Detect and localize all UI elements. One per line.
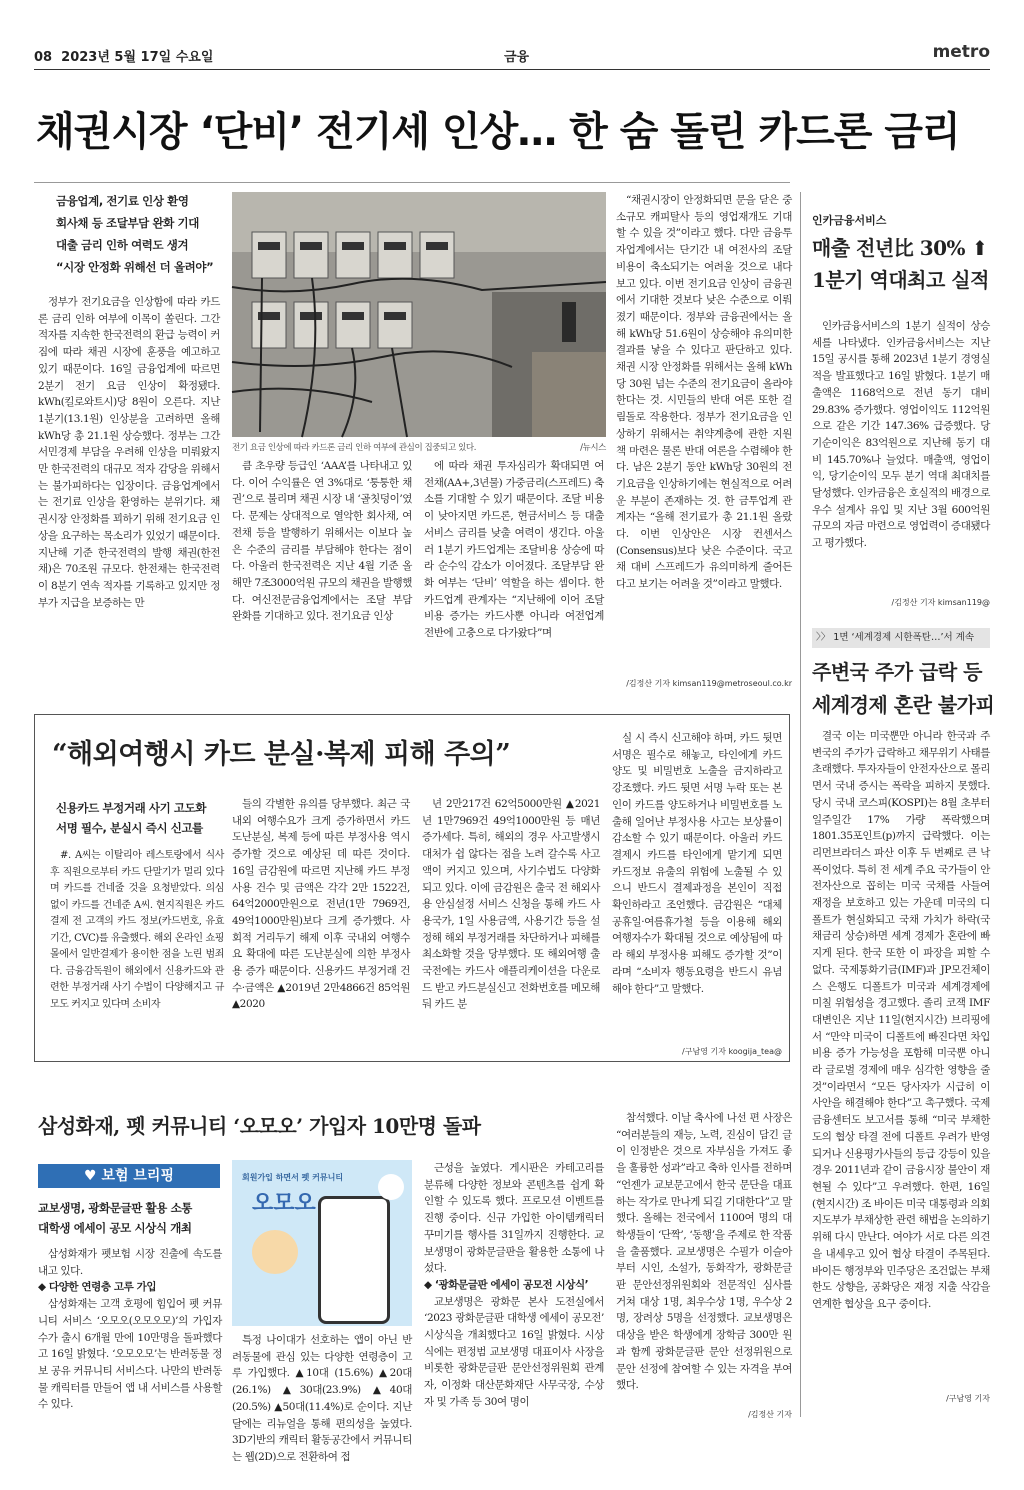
side1-body: 인카금융서비스의 1분기 실적이 상승세를 나타냈다. 인카금융서비스는 지난 15일 공시를 통해 2023년 1분기 경영실적을 발표했다고 16일 밝혔다. 1분기 매출액은 1168억으로 전년 동기 대비 29.83% 증가했다. 영업이익도 112억원으로 같은 기간 147.36% 급증했다. 당기순이익은 83억원으로 지난해 동기 대비 145.70%나 늘었다. 매출액, 영업이익, 당기순이익 모두 분기 역대 최대치를 달성했다. 인카금융은 호실적의 배경으로 우수 설계사 유입 및 지난 3월 600억원 규모의 자금 마련으로 영업력이 증대됐다고 평가했다. bbox=[812, 320, 990, 550]
bubble-tag bbox=[378, 1174, 404, 1200]
page-header bbox=[34, 40, 990, 70]
card-col3: 년 2만217건 62억5000만원 ▲2021년 1만7969건 49억1000만원 등 매년 증가세다. 특히, 해외의 경우 사고발생시 대처가 쉽 않다는 점을 노려 갈수록 사고액이 커지고 있으며, 사기수법도 다양화되고 있다. 이에 금감원은 출국 전 해외사용 안심설정 서비스 신청을 통해 카드 사용국가, 1일 사용금액, 사용기간 등을 설정해 해외 부정거래를 차단하거나 피해를 최소화할 것을 당부했다. 또 해외여행 출국전에는 카드사 애플리케이션을 다운로드 받고 카드분실신고 전화번호를 메모해둬 카드 분 bbox=[422, 798, 600, 1011]
insurance-briefing-badge: ♥ 보험 브리핑 bbox=[38, 1164, 220, 1188]
main-headline: 채권시장 ‘단비’ 전기세 인상… 한 숨 돌린 카드론 금리 bbox=[36, 109, 960, 155]
main-byline: /김정산 기자 kimsan119@metroseoul.co.kr bbox=[626, 679, 792, 688]
main-article-col3: 에 따라 채권 투자심리가 확대되면 여전채(AA+,3년물) 가중금리(스프레드) 축소를 기대할 수 있기 때문이다. 조달 비용이 낮아지면 카드론, 현금서비스 등 대출 서비스 금리를 낮출 여력이 생긴다. 아울러 1분기 카드업계는 조달비용 상승에 따라 순수익 감소가 이어졌다. 조달부담 완화 여부는 ‘단비’ 역할을 하는 셈이다. 한 카드업계 관계자는 “지난해에 이어 조달 비용 증가는 카드사뿐 아니라 여전업계 전반에 고충으로 다가왔다”며 bbox=[424, 460, 604, 640]
side2-title: 주변국 주가 급락 등 세계경제 혼란 불가피 bbox=[812, 660, 995, 717]
page-date: 08 2023년 5월 17일 수요일 bbox=[34, 50, 214, 65]
pet-subheads: 교보생명, 광화문글판 활용 소통 대학생 에세이 공모 시상식 개최 bbox=[38, 1201, 192, 1235]
side1-company: 인카금융서비스 bbox=[812, 214, 887, 227]
card-byline: /구남영 기자 koogija_tea@ bbox=[682, 1047, 782, 1056]
main-article-col4: “채권시장이 안정화되면 문을 닫은 중소규모 캐피탈사 등의 영업재개도 기대할 수 있을 것”이라고 했다. 다만 금융투자업계에서는 단기간 내 여전사의 조달 비용이 축소되기는 여려울 것으로 내다보고 있다. 이번 전기요금 인상이 금융권에서 기대한 것보다 낮은 수준으로 이뤄졌기 때문이다. 정부와 금융권에서는 올해 kWh당 51.6원이 상승해야 유의미한 결과를 낳을 수 있다고 판단하고 있다. 채권 시장 안정화를 위해서는 올해 kWh당 30원 넘는 수준의 전기요금이 올라야 한다는 것. 시민들의 반대 여론 또한 걸림돌로 작용한다. 정부가 전기요금을 인상하기 위해서는 취약계층에 관한 지원책 마련은 물론 반대 여론을 수렴해야 한다. 남은 2분기 동안 kWh당 30원의 전기요금을 인상하기에는 현실적으로 어려운 부분이 존재하는 것. 한 금투업계 관계자는 “올해 전기료가 총 21.1원 올랐다. 이번 인상안은 시장 컨센서스(Consensus)보다 낮은 수준이다. 국고채 대비 스프레드가 유의미하게 줄어든다고 보기는 어려울 것”이라고 말했다. bbox=[616, 194, 792, 591]
pet-col2: 특정 나이대가 선호하는 앱이 아닌 반려동물에 관심 있는 다양한 연령층이 고루 가입했다. ▲10대 (15.6%) ▲20대 (26.1%) ▲30대(23.9%) ▲40대 (20.5%) ▲50대(11.4%)로 순이다. 지난달에는 리뉴얼을 통해 편의성을 높였다. 3D기반의 캐릭터 활동공간에서 커뮤니티는 웹(2D)으로 전환하여 접 bbox=[232, 1334, 412, 1463]
pet-col1-subhead: ◆ 다양한 연령층 고루 가입 bbox=[38, 1281, 157, 1294]
card-col4: 실 시 즉시 신고해야 하며, 카드 뒷면 서명은 필수로 해놓고, 타인에게 카드 양도 및 비밀번호 노출을 금지하라고 강조했다. 카드 뒷면 서명 누락 또는 본인이 카드를 양도하거나 비밀번호를 노출해 일어난 부정사용 사고는 보상률이 감소할 수 있기 때문이다. 아울러 카드 결제시 카드를 타인에게 맡기게 되면 카드정보 유출의 위험에 노출될 수 있으니 반드시 결제과정을 본인이 직접 확인하라고 조언했다. 금감원은 “대체공휴일·여름휴가철 등을 이용해 해외 여행자수가 확대될 것으로 예상됨에 따라 해외 부정사용 피해도 증가할 것”이라며 “소비자 행동요령을 반드시 유념해야 한다”고 말했다. bbox=[612, 732, 782, 995]
pet-col3-subhead: ◆ ‘광화문글판 에세이 공모전 시상식’ bbox=[424, 1278, 589, 1291]
main-subheads: 금융업계, 전기료 인상 환영 회사채 등 조달부담 완화 기대 대출 금리 인하 여력도 생겨 “시장 안정화 위해선 더 올려야” bbox=[56, 194, 214, 274]
pet-col1: 삼성화재가 펫보험 시장 진출에 속도를 내고 있다. ◆ 다양한 연령층 고루 가입 삼성화재는 고객 호평에 힘입어 펫 커뮤니티 서비스 ‘오모오(오모오모)’의 가입자 수가 출시 6개월 만에 10만명을 돌파했다고 16일 밝혔다. ‘오모오모’는 반려동물 정보 공유 커뮤니티 서비스다. 나만의 반려동물 캐릭터를 만들어 앱 내 서비스를 사용할 수 있다. bbox=[38, 1248, 222, 1411]
card-col2: 들의 각별한 유의를 당부했다. 최근 국내외 여행수요가 크게 증가하면서 카드 도난분실, 복제 등에 따른 부정사용 역시 증가할 것으로 예상된 데 따른 것이다. 16일 금감원에 따르면 지난해 카드 부정사용 건수 및 금액은 각각 2만 1522건, 64억2000만원으로 전년(1만 7969건, 49억1000만원)보다 크게 증가했다. 사회적 거리두기 해제 이후 국내외 여행수요 확대에 따른 도난분실에 의한 부정사용 증가 때문이다. 신용카드 부정거래 건수·금액은 ▲2019년 2만4866건 85억원 ▲2020 bbox=[232, 798, 410, 1011]
card-col1: #. A씨는 이탈리아 레스토랑에서 식사 후 직원으로부터 카드 단말기가 멀리 있다며 카드를 건네줄 것을 요청받았다. 의심 없이 카드를 건네준 A씨. 현지직원은 카드 결제 전 고객의 카드 정보(카드번호, 유효기간, CVC)를 유출했다. 해외 온라인 쇼핑몰에서 일반결제가 용이한 점을 노린 범죄다. 금융감독원이 해외에서 신용카드와 관련한 부정거래 사기 수법이 다양해지고 규모도 커지고 있다며 소비자 bbox=[50, 850, 224, 1010]
phone-mockup bbox=[318, 1196, 390, 1324]
pet-col4: 참석했다. 이날 축사에 나선 편 사장은 “여러분들의 재능, 노력, 진심이 담긴 글이 인정받은 것으로 자부심을 가져도 좋을 훌륭한 성과”라고 축하 인사를 전하며 “언젠가 교보문고에서 한국 문단을 대표하는 작가로 만나게 되길 기대한다”고 말했다. 올해는 전국에서 1100여 명의 대학생들이 ‘단짝’, ‘동행’을 주제로 한 작품을 출품했다. 교보생명은 수필가 이슬아부터 시인, 소설가, 동화작가, 광화문글판 문안선정위원회와 전문적인 심사를 거쳐 대상 1명, 최우수상 1명, 우수상 2명, 장려상 5명을 선정했다. 교보생명은 대상을 받은 학생에게 장학금 300만 원과 함께 광화문글판 문안 선정위원으로 문안 선정에 참여할 수 있는 자격을 부여했다. bbox=[616, 1112, 792, 1392]
side1-byline: /김정산 기자 kimsan119@ bbox=[891, 598, 990, 607]
pet-headline: 삼성화재, 펫 커뮤니티 ‘오모오’ 가입자 10만명 돌파 bbox=[38, 1114, 481, 1138]
card-headline: “해외여행시 카드 분실·복제 피해 주의” bbox=[52, 739, 511, 770]
heart-icon: ♥ bbox=[84, 1168, 97, 1184]
omoo-app-image: 회원가입 하면서 펫 커뮤니티 오모오 bbox=[232, 1160, 412, 1326]
photo-caption: 전기 요금 인상에 따라 카드론 금리 인하 여부에 관심이 집중되고 있다. /뉴시스 bbox=[232, 443, 606, 453]
dog-character bbox=[252, 1230, 298, 1274]
card-subheads: 신용카드 부정거래 사기 고도화 서명 필수, 분실시 즉시 신고를 bbox=[56, 801, 207, 835]
main-article-col2: 큼 초우량 등급인 ‘AAA’를 나타내고 있다. 이어 수익률은 연 3%대로 ‘퉁퉁한 채권’으로 불리며 채권 시장 내 ‘골칫덩이’였다. 문제는 상대적으로 열악한 회사채, 여전채 등을 발행하기 위해서는 이보다 높은 수준의 금리를 부담해야 한다는 점이다. 아울러 한국전력은 지난 4월 기준 올해만 7조3000억원 규모의 채권을 발행했다. 여신전문금융업계에서는 조달 부담 완화를 기대하고 있다. 전기요금 인상 bbox=[232, 460, 412, 623]
electric-meter-photo bbox=[232, 192, 606, 437]
section-label: 금융 bbox=[504, 50, 530, 65]
side2-byline: /구남영 기자 bbox=[946, 1394, 990, 1403]
side1-title: 매출 전년比 30% ⬆ 1분기 역대최고 실적 bbox=[812, 236, 989, 292]
pet-byline: /김정산 기자 bbox=[748, 1410, 792, 1419]
side2-body: 결국 이는 미국뿐만 아니라 한국과 주변국의 주가가 급락하고 채무위기 사태를 초래했다. 투자자들이 안전자산으로 몰리면서 국내 증시는 폭락을 피하지 못했다. 당시 국내 코스피(KOSPI)는 8월 초부터 일주일간 17% 가량 폭락했으며 1801.35포인트(p)까지 급락했다. 이는 리먼브라더스 파산 이후 두 번째로 큰 낙폭이었다. 특히 전 세계 주요 국가들이 안전자산으로 꼽히는 미국 국채를 사들여 재정을 보호하고 있는 가운데 미국의 디폴트가 현실화되고 국채 가치가 하락(국채금리 상승)하면 세계 경제가 혼란에 빠지게 된다. 한국 또한 이 파장을 피할 수 없다. 국제통화기금(IMF)과 JP모건체이스 은행도 디폴트가 미국과 세계경제에 미칠 위험성을 경고했다. 졸리 코잭 IMF 대변인은 지난 11일(현지시간) 브리핑에서 “만약 미국이 디폴트에 빠진다면 차입비용 증가 가능성을 포함해 미국뿐 아니라 글로벌 경제에 매우 심각한 영향을 줄 것”이라면서 “모든 당사자가 시급히 이 사안을 해결해야 한다”고 촉구했다. 국제금융센터도 보고서를 통해 “미국 부채한도의 협상 타결 전에 디폴트 우려가 반영되거나 신용평가사들의 등급 강등이 있을 경우 2011년과 같이 금융시장 불안이 재현될 수 있다”고 우려했다. 한편, 16일(현지시간) 조 바이든 미국 대통령과 의회 지도부가 부채상한 관련 해법을 논의하기 위해 다시 만난다. 여야가 서로 다른 의견을 내세우고 있어 협상 타결이 주목된다. 바이든 행정부와 민주당은 조건없는 부채 한도 상향을, 공화당은 재정 지출 삭감을 연계한 협상을 요구 중이다. bbox=[812, 730, 990, 1310]
pet-col3: 근성을 높였다. 게시판은 카테고리를 분류해 다양한 정보와 콘텐츠를 쉽게 확인할 수 있도록 했다. 프로모션 이벤트를 진행 중이다. 신규 가입한 아이템캐릭터 꾸미기를 행사를 31일까지 진행한다. 교보생명이 광화문글판을 활용한 소통에 나섰다. ◆ ‘광화문글판 에세이 공모전 시상식’ 교보생명은 광화문 본사 도전실에서 ‘2023 광화문글판 대학생 에세이 공모전’ 시상식을 개최했다고 16일 밝혔다. 시상식에는 편정범 교보생명 대표이사 사장을 비롯한 광화문글판 문안선정위원회 관계자, 이정화 대산문화재단 사무국장, 수상자 및 가족 등 30여 명이 bbox=[424, 1162, 604, 1408]
main-article-col1: 정부가 전기요금을 인상함에 따라 카드론 금리 인하 여부에 이목이 쏠린다. 그간 적자를 지속한 한국전력의 환급 능력이 커짐에 따라 채권 시장에 훈풍을 예고하고 있기 때문이다. 16일 금융업계에 따르면 2분기 전기 요금 인상이 확정됐다. kWh(킬로와트시)당 8원이 오른다. 지난 1분기(13.1원) 인상분을 고려하면 올해 kWh당 총 21.1원 상승했다. 정부는 그간 서민경제 부담을 우려해 인상을 미뤄왔지만 한국전력의 대규모 적자 감당을 위해서는 불가피하다는 입장이다. 금융업계에서는 전기료 인상을 환영하는 분위기다. 채권시장 안정화를 꾀하기 위해 전기요금 인상을 요구하는 목소리가 있었기 때문이다. 지난해 기준 한국전력의 발행 채권(한전채)은 70조원 규모다. 한전채는 한국전력이 8분기 연속 적자를 기록하고 있지만 정부가 지급을 보증하는 만 bbox=[38, 296, 220, 609]
side2-continued-tag: 〉〉 1면 ‘세계경제 시한폭탄…’서 계속 bbox=[812, 628, 990, 648]
main-photo bbox=[232, 192, 606, 437]
brand-logo: metro bbox=[932, 42, 990, 62]
